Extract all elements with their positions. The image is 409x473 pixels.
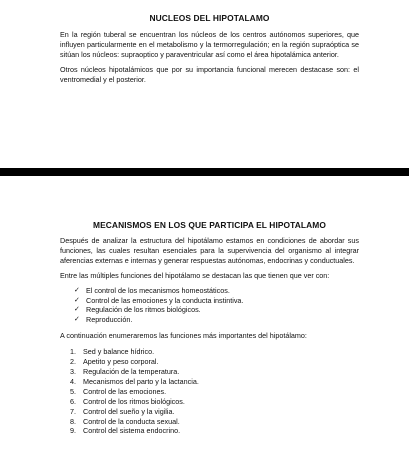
- check-list-item: [74, 305, 359, 315]
- page-divider: [0, 168, 409, 176]
- document-page-1: [0, 0, 409, 168]
- check-item-text: Regulación de los ritmos biológicos.: [86, 305, 201, 315]
- list-number: 6.: [70, 396, 76, 406]
- paragraph-other-nuclei: Otros núcleos hipotalámicos que por su importancia funcional merecen destacase son: el ventromedial y el posterior.: [60, 64, 359, 84]
- list-number: 5.: [70, 386, 76, 396]
- paragraph-list-intro: A continuación enumeraremos las funciones más importantes del hipotálamo:: [60, 331, 307, 341]
- list-item: [70, 397, 359, 407]
- page-1-title: NUCLEOS DEL HIPOTALAMO: [149, 13, 270, 23]
- document-page-2: [0, 176, 409, 473]
- checkmark-icon: ✓: [74, 286, 80, 294]
- list-number: 7.: [70, 406, 76, 416]
- check-list-item: [74, 315, 359, 325]
- list-item: [70, 387, 359, 397]
- list-item-text: Control de la conducta sexual.: [83, 416, 180, 426]
- check-list-item: [74, 296, 359, 306]
- list-item: [70, 407, 359, 417]
- list-item: [70, 357, 359, 367]
- check-list-item: [74, 286, 359, 296]
- list-item: [70, 347, 359, 357]
- list-number: 3.: [70, 366, 76, 376]
- paragraph-intro: Después de analizar la estructura del hipotálamo estamos en condiciones de abordar sus funciones, las cuales resultan esenciales para la supervivencia del organismo al integrar aferencias externas e internas y generar respuestas autónomas, endocrinas y conductuales.: [60, 236, 359, 265]
- list-item-text: Control del sueño y la vigilia.: [83, 406, 175, 416]
- list-item: [70, 367, 359, 377]
- check-item-text: Control de las emociones y la conducta instintiva.: [86, 295, 244, 305]
- list-number: 9.: [70, 426, 76, 436]
- checkmark-icon: ✓: [74, 296, 80, 304]
- list-item: [70, 417, 359, 427]
- check-item-text: El control de los mecanismos homeostáticos.: [86, 285, 230, 295]
- list-item-text: Apetito y peso corporal.: [83, 357, 159, 367]
- list-item-text: Mecanismos del parto y la lactancia.: [83, 376, 199, 386]
- list-number: 1.: [70, 347, 76, 357]
- list-item-text: Sed y balance hídrico.: [83, 347, 155, 357]
- list-number: 2.: [70, 357, 76, 367]
- list-number: 8.: [70, 416, 76, 426]
- paragraph-functions-intro: Entre las múltiples funciones del hipotálamo se destacan las que tienen que ver con:: [60, 270, 330, 280]
- list-item-text: Control de los ritmos biológicos.: [83, 396, 185, 406]
- functions-list: [60, 347, 359, 436]
- list-item: [70, 377, 359, 387]
- paragraph-tuberal-region: En la región tuberal se encuentran los núcleos de los centros autónomos superiores, que influyen particularmente en el metabolismo y la termorregulación; en la región supraóptica se sitúan los núcleos: supraoptico y paraventricular así como el área hipotalámica anterior.: [60, 30, 359, 59]
- check-list: [60, 286, 359, 326]
- list-item-text: Control del sistema endocrino.: [83, 426, 181, 436]
- list-item-text: Control de las emociones.: [83, 386, 167, 396]
- page-2-title: MECANISMOS EN LOS QUE PARTICIPA EL HIPOTALAMO: [93, 220, 326, 230]
- list-item-text: Regulación de la temperatura.: [83, 366, 180, 376]
- list-number: 4.: [70, 376, 76, 386]
- list-item: [70, 426, 359, 436]
- checkmark-icon: ✓: [74, 316, 80, 324]
- check-item-text: Reproducción.: [86, 315, 133, 325]
- checkmark-icon: ✓: [74, 306, 80, 314]
